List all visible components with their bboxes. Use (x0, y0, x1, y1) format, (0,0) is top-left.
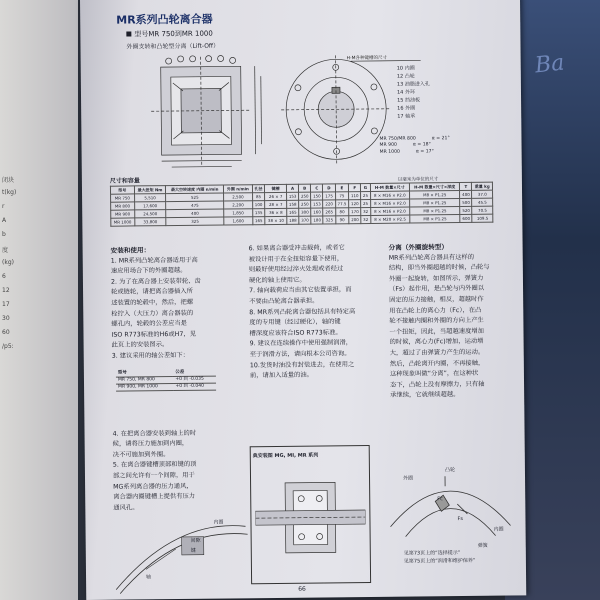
spec-header-cell: A (286, 184, 298, 192)
install-item: 部之间允许有一个间隙，用于 (112, 471, 195, 480)
spec-cell: 370 (299, 216, 311, 224)
spec-cell: 17,600 (134, 202, 166, 210)
spec-cell: 153 (311, 200, 323, 208)
background-brand-text: Ba (533, 50, 566, 79)
install-item: 候，请将压力施加到内圈， (112, 440, 189, 448)
left-page-fragment: 6 (2, 273, 6, 280)
spec-cell: 2,200 (224, 201, 253, 209)
left-page-fragment: A (2, 217, 7, 224)
bullet-square-icon (126, 31, 131, 36)
liftoff-line: 这种现象叫做“分离”，在这种状 (389, 369, 479, 378)
install-item: 4. 在把离合器安装到轴上的时 (112, 429, 197, 438)
liftoff-line: 然后，凸轮离开内圈，不再接触， (389, 359, 485, 368)
legend-item: 16 外圈 (397, 105, 416, 112)
spec-cell: 8 × M16 × P2.0 (370, 199, 410, 207)
liftoff-line: （Fs）起作用，是凸轮与内外圈以 (389, 285, 485, 294)
left-page-fragment: r (2, 203, 5, 210)
spec-cell: 325 (166, 217, 224, 226)
spec-cell: M8 × P1.25 (410, 207, 460, 216)
liftoff-line: 大，超过了由弹簧力产生的运动。 (389, 348, 485, 357)
label-cam: 凸轮 (444, 467, 455, 474)
angle-value: α = 21° (431, 136, 450, 142)
figure-note: 见第73页上的“选择提示” (403, 550, 461, 557)
liftoff-line: 结构，即当外圈超越的时候，凸轮与 (388, 263, 490, 272)
tol-header-cell: 型号 (116, 370, 173, 377)
spec-cell: 180 (311, 216, 323, 224)
tol-cell: MR 750, MR 800 (116, 376, 173, 384)
install-item: ISO R773标准的H6或H7，见 (111, 330, 197, 339)
left-page-fragment: b (2, 231, 6, 238)
spec-cell: 25 (361, 199, 370, 207)
spec-cell: 500 (460, 198, 472, 206)
spec-cell: 100 (252, 201, 265, 209)
spec-cell: 8 × M16 × P2.0 (370, 207, 410, 215)
install-items (111, 255, 237, 362)
left-page-fragment: 度 (2, 247, 9, 254)
spec-cell: 265 (323, 208, 335, 216)
spec-header-cell: G (361, 183, 370, 191)
drawing-caption: H-M各种键槽的尺寸 (346, 55, 388, 62)
spec-cell: 475 (166, 201, 224, 210)
left-page-fragment: /p5: (2, 343, 14, 350)
middle-item: 8. MR系列凸轮离合器包括具有特定高 (249, 307, 356, 316)
install-figure-title: 典安装图 MG, MI, MR 系列 (252, 452, 319, 460)
legend-item: 13 油脂进入孔 (396, 81, 430, 88)
install-item: 述装置的轮毂中，然后，把螺 (111, 298, 194, 307)
spec-cell: 75 (335, 192, 349, 200)
tol-cell: +0 到 -0.040 (173, 383, 216, 390)
spec-cell: 90 (335, 216, 349, 224)
model-line: 型号MR 750到MR 1000 (126, 29, 213, 40)
label-clearance: 间隙 (190, 537, 201, 544)
spec-cell: 300 (299, 208, 311, 216)
spec-cell: 28 × 7 (265, 200, 287, 208)
label-force-fs: Fs (457, 516, 463, 523)
label-key: 键 (190, 547, 196, 554)
middle-item: 6. 如果离合器受冲击载荷，或者它 (248, 244, 345, 253)
middle-item: 槽深度应该符合ISO R773标准。 (249, 329, 342, 337)
spec-cell: 24,500 (134, 210, 166, 218)
spec-cell: 85 (252, 193, 265, 201)
install-item: 轮或链轮，请把离合器插入所 (111, 288, 193, 297)
page-title: MR系列凸轮离合器 (116, 12, 213, 27)
spec-cell: 325 (323, 216, 335, 224)
spec-header-cell: H-M 数量×尺寸 (370, 183, 410, 191)
spec-cell: 5,510 (134, 194, 166, 202)
spec-cell: 150 (311, 192, 323, 200)
spec-cell: 158 (287, 200, 299, 208)
install-item: 2. 为了在离合器上安装带轮、齿 (110, 277, 201, 286)
install-figure-drawing (255, 462, 366, 578)
spec-cell: 175 (323, 192, 335, 200)
liftoff-line: 轮不接触内圈和外圈的方向上产生 (389, 316, 484, 325)
liftoff-line: 态下，凸轮上没有摩擦力，只有轴 (390, 380, 485, 389)
liftoff-line: 承继续，它就继续超越。 (390, 391, 460, 400)
angle-value: α = 17° (415, 149, 434, 155)
spec-cell: 250 (299, 192, 311, 200)
middle-item: 前，请加入适量的油。 (249, 371, 313, 380)
angle-row (380, 149, 450, 156)
unit-note: 以毫米为单位的尺寸 (397, 177, 439, 183)
page-number: 66 (298, 585, 306, 593)
spec-header-cell: 键槽 (265, 184, 287, 192)
spec-header-cell: B (299, 184, 311, 192)
spec-cell: MR 750 (111, 194, 135, 202)
spec-cell: 1,850 (224, 209, 253, 217)
install-item: 决不可施加到外圈。 (112, 450, 170, 459)
tol-header-cell: 公差 (173, 369, 216, 376)
cam-angle-list (379, 136, 449, 156)
middle-column (249, 243, 385, 382)
spec-cell: 250 (299, 200, 311, 208)
spec-cell: 600 (460, 214, 472, 222)
spec-cell: 77.5 (335, 200, 349, 208)
spec-cell: M8 × P1.25 (410, 191, 460, 200)
spec-cell: 36 × 8 (265, 208, 287, 216)
liftoff-line: 固定的压力接触，相反，超越时作 (389, 295, 484, 304)
spec-cell: 8 × M16 × P2.0 (370, 191, 410, 199)
install-item: 栓拧入（大压力）离合器装的 (111, 309, 194, 318)
spec-cell: 153 (287, 192, 299, 200)
spec-cell: 32 (361, 207, 370, 215)
spec-header-cell: 最大扭矩 Nm (134, 186, 166, 194)
spec-cell: M8 × P1.25 (410, 215, 460, 224)
spec-cell: 400 (460, 190, 472, 198)
angle-model: MR 750/MR 800 (379, 136, 416, 142)
install-item: MG系列离合器的压力通风， (113, 482, 193, 491)
spec-cell: 188 (287, 216, 299, 224)
table-row (116, 383, 216, 391)
middle-item: 不要由凸轮离合器承担。 (249, 297, 319, 306)
spec-cell: 165 (252, 217, 265, 225)
spec-header-cell: D (323, 184, 335, 192)
angle-value: α = 18° (412, 142, 431, 148)
section-dimensions-title: 尺寸和容量 (109, 177, 140, 185)
install-item: 此页上的安装图示。 (111, 341, 169, 350)
spec-cell: 37.0 (472, 190, 493, 198)
liftoff-line: 用在凸轮上的离心力（Fc），在凸 (389, 306, 482, 315)
spec-cell: 520 (460, 206, 472, 214)
spec-cell: 220 (323, 200, 335, 208)
spec-header-cell: T (460, 182, 472, 190)
middle-item: 至于润滑方法，请向根本公司咨询。 (249, 350, 351, 359)
liftoff-line: 的时候，离心力(Fc)增加，运动增 (389, 338, 484, 347)
liftoff-column (389, 242, 501, 402)
install-item: 5. 在离合器键槽顶部和键的顶 (112, 461, 197, 469)
left-page-fragment: t(kg) (2, 189, 17, 196)
part-legend (397, 64, 431, 120)
spec-table (110, 182, 493, 227)
cross-section-view (151, 55, 262, 167)
left-page-fragment: 17 (2, 301, 10, 308)
liftoff-text (389, 252, 501, 401)
spec-cell: 200 (349, 216, 361, 224)
background-left-page (0, 0, 78, 600)
spec-cell: 25 (361, 191, 370, 199)
angle-model: MR 1000 (379, 149, 400, 155)
spec-cell: 135 (252, 209, 265, 217)
left-page-fragment: (kg) (2, 259, 14, 266)
install-items-cont (112, 428, 238, 514)
left-page-fragment: 30 (2, 315, 10, 322)
label-spring: 弹簧 (477, 542, 488, 549)
left-page-fragment: 12 (2, 287, 10, 294)
legend-item: 10 内圈 (396, 65, 415, 72)
spec-cell: 70.5 (472, 206, 493, 214)
spec-header-cell: 外圈 n/min (223, 185, 252, 193)
spec-cell: 38 × 10 (265, 216, 287, 224)
spec-header-cell: 孔径 (252, 185, 265, 193)
liftoff-line: 外圈一起旋转，如图所示，弹簧力 (388, 274, 484, 283)
install-column (111, 244, 239, 514)
spec-header-cell: 重量 kg (472, 182, 493, 190)
spec-header-cell: H-M 数量×尺寸×深度 (409, 183, 459, 192)
spec-cell: 32 (361, 215, 370, 223)
spec-cell: 120 (349, 200, 361, 208)
spec-cell: 525 (166, 193, 224, 202)
legend-item: 12 凸轮 (396, 73, 415, 80)
spec-cell: MR 800 (111, 202, 135, 210)
spec-header-cell: 最大空转速度 内圈 n/min (166, 185, 224, 194)
install-item: 3. 建议采用的轴公差如下： (111, 351, 190, 360)
tol-cell: +0 到 -0.035 (173, 376, 216, 383)
left-page-fragment: 闭块 (2, 177, 15, 184)
spec-cell: 165 (287, 208, 299, 216)
spec-cell: 8 × M20 × P2.5 (370, 215, 410, 223)
catalog-page (80, 0, 526, 600)
middle-item: 硬化的轴上使用它。 (248, 276, 306, 285)
install-item: 螺孔内，轮毂的公差应当是 (111, 320, 187, 328)
spec-cell: 170 (349, 208, 361, 216)
install-item: 1. MR系列凸轮离合器适用于高 (110, 256, 198, 265)
spec-cell: 110 (349, 192, 361, 200)
bottom-left-figure (105, 508, 251, 596)
legend-item: 15 挡油板 (397, 97, 421, 104)
spec-cell: 109.5 (472, 214, 493, 222)
label-cam-inner-ring: 内圈 (493, 526, 504, 533)
spec-header-cell: 型号 (110, 186, 134, 194)
install-heading: 安装和使用： (110, 246, 151, 255)
liftoff-heading: 分离（外圈旋转型） (388, 243, 448, 252)
install-item: 离合器内圈键槽上提供有压力 (113, 492, 196, 501)
legend-item: 14 外环 (396, 89, 415, 96)
angle-model: MR 900 (379, 143, 397, 149)
middle-item: 10.发货时油没有封装进去，在使用之 (249, 360, 355, 369)
label-inner-ring: 内圈 (213, 519, 224, 526)
label-force-fc: Fc (437, 496, 443, 503)
liftoff-line: 一个扭矩，因此，当超越速度增加 (389, 327, 484, 336)
middle-item: 度的专用键（经过硬化），轴的键 (249, 318, 341, 327)
middle-item: 7. 轴向载荷应当由其它装置承担，而 (249, 286, 352, 295)
spec-cell: 160 (311, 208, 323, 216)
label-outer-ring: 外圈 (402, 475, 414, 482)
spec-cell: 1,600 (224, 217, 253, 225)
spec-cell: MR 1000 (111, 218, 135, 226)
install-item: 通风孔。 (113, 504, 139, 512)
tol-cell: MR 900, MR 1000 (116, 383, 173, 391)
spec-cell: 45.5 (472, 198, 493, 206)
spec-cell: 400 (166, 209, 224, 218)
spec-header-cell: C (311, 184, 323, 192)
middle-item: 被设计用于在全扭矩容量下使用， (248, 254, 344, 263)
spec-cell: MR 900 (111, 210, 135, 218)
spec-cell: 26 × 7 (265, 192, 287, 200)
spec-cell: 2,500 (224, 193, 253, 201)
install-item: 速应用场合下的外圈超越。 (110, 267, 187, 275)
middle-item: 则最好使用经过淬火处理或者经过 (248, 265, 344, 274)
model-subtitle: 外圈支转和凸轮型分离（Lift-Off） (126, 42, 220, 51)
spec-header-cell: E (335, 184, 349, 192)
spec-cell: M8 × P1.25 (410, 199, 460, 208)
spec-header-cell: F (349, 184, 361, 192)
legend-item: 17 轴承 (397, 113, 416, 120)
spec-cell: 33,800 (134, 218, 166, 226)
figure-note: 见第75页上的“润滑和维护保养” (403, 557, 476, 565)
spec-cell: 80 (335, 208, 349, 216)
label-shaft: 轴 (146, 574, 152, 581)
shaft-tolerance-table (116, 369, 216, 391)
liftoff-line: MR系列凸轮离合器具有这样的 (388, 253, 475, 262)
figure-notes (404, 550, 476, 566)
middle-item: 9. 建议在连续操作中使用强制润滑， (249, 339, 353, 348)
left-page-fragment: 60 (2, 329, 10, 336)
